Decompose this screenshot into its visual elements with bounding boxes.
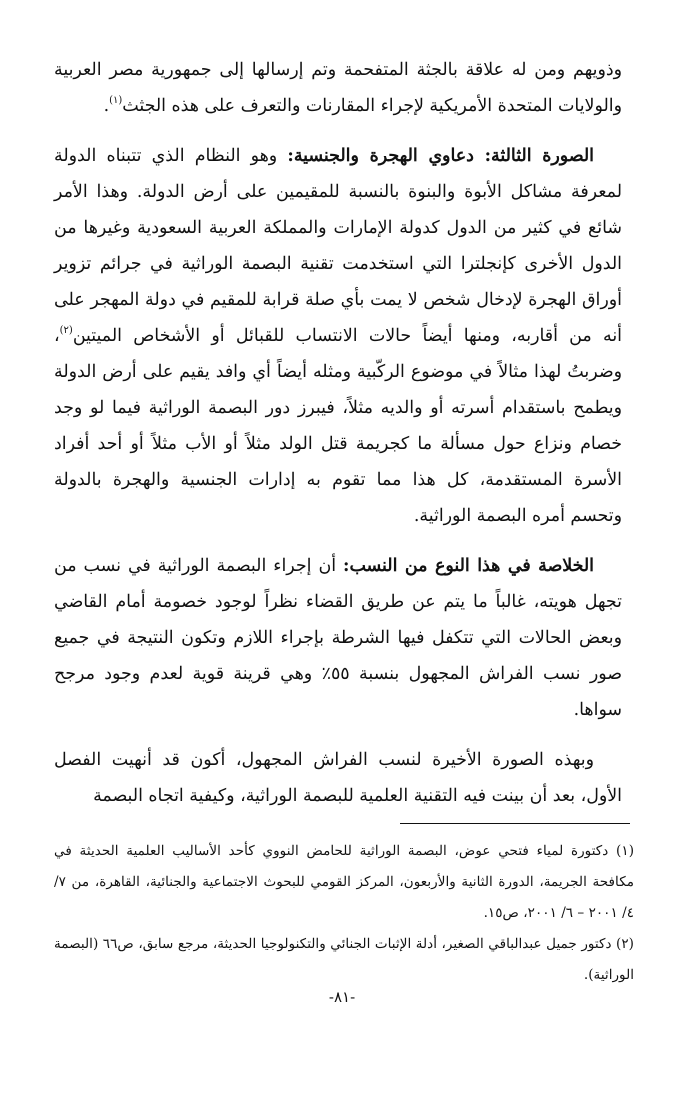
footnote-1: (١) دكتورة لمياء فتحي عوض، البصمة الوراثية للحامض النووي كأحد الأساليب العلمية الحديثة في مكافحة الجريمة، الدورة الثانية والأربعون، المركز القومي للبحوث الاجتماعية والجنائية، القاهرة، من ٧/ ٤/ ٢٠٠١ – ٦/ ٢٠٠١، ص١٥.	[54, 843, 634, 921]
paragraph-text: وذويهم ومن له علاقة بالجثة المتفحمة وتم إرسالها إلى جمهورية مصر العربية والولايات المتحدة الأمريكية لإجراء المقارنات والتعرف على هذه الجثث	[54, 60, 622, 116]
paragraph-heading: الخلاصة في هذا النوع من النسب:	[343, 556, 594, 576]
paragraph-continued	[54, 52, 622, 124]
footnote-ref-2: (٢)	[59, 325, 73, 336]
paragraph-closing	[54, 742, 622, 814]
paragraph-tail: ، وضربتُ لهذا مثالاً في موضوع الركّبية ومثله أيضاً أي وافد يقيم على أرض الدولة ويطمح باستقدام أسرته أو والديه مثلاً، فيبرز دور البصمة الوراثية فيما لو وجد خصام ونزاع حول مسألة ما كجريمة قتل الولد مثلاً أو الأب مثلاً أو أحد أفراد الأسرة المستقدمة، كل هذا مما تقوم به إدارات الجنسية والهجرة بالدولة وتحسم أمره البصمة الوراثية.	[54, 326, 622, 526]
footnote-2: (٢) دكتور جميل عبدالباقي الصغير، أدلة الإثبات الجنائي والتكنولوجيا الحديثة، مرجع سابق، ص٦٦ (البصمة الوراثية).	[54, 936, 634, 983]
paragraph-text: وبهذه الصورة الأخيرة لنسب الفراش المجهول، أكون قد أنهيت الفصل الأول، بعد أن بينت فيه التقنية العلمية للبصمة الوراثية، وكيفية اتجاه البصمة	[54, 750, 622, 806]
paragraph-text: أن إجراء البصمة الوراثية في نسب من تجهل هويته، غالباً ما يتم عن طريق القضاء نظراً لوجود خصومة أمام القاضي وبعض الحالات التي تتكفل فيها الشرطة بإجراء اللازم وتكون النتيجة في جميع صور نسب الفراش المجهول بنسبة ٥٥٪ وهي قرينة قوية لعدم وجود مرجح سواها.	[54, 556, 623, 720]
paragraph-tail: .	[103, 96, 110, 116]
footnotes	[54, 836, 634, 991]
paragraph-third-form	[54, 138, 622, 534]
paragraph-heading: الصورة الثالثة: دعاوي الهجرة والجنسية:	[287, 146, 594, 166]
paragraph-summary	[54, 548, 622, 728]
paragraph-text: وهو النظام الذي تتبناه الدولة لمعرفة مشاكل الأبوة والبنوة بالنسبة للمقيمين على أرض الدولة. وهذا الأمر شائع في كثير من الدول كدولة الإمارات والمملكة العربية السعودية وغيرها من الدول الأخرى كإنجلترا التي استخدمت تقنية البصمة الوراثية في جرائم تزوير أوراق الهجرة لإدخال شخص لا يمت بأي صلة قرابة للمقيم في دولة المهجر على أنه من أقاربه، ومنها أيضاً حالات الانتساب للقبائل أو الأشخاص الميتين	[54, 146, 622, 346]
footnote-ref-1: (١)	[109, 95, 123, 106]
footnote-divider	[400, 823, 630, 824]
body-text	[54, 52, 622, 814]
page-number: -٨١-	[328, 988, 356, 1006]
